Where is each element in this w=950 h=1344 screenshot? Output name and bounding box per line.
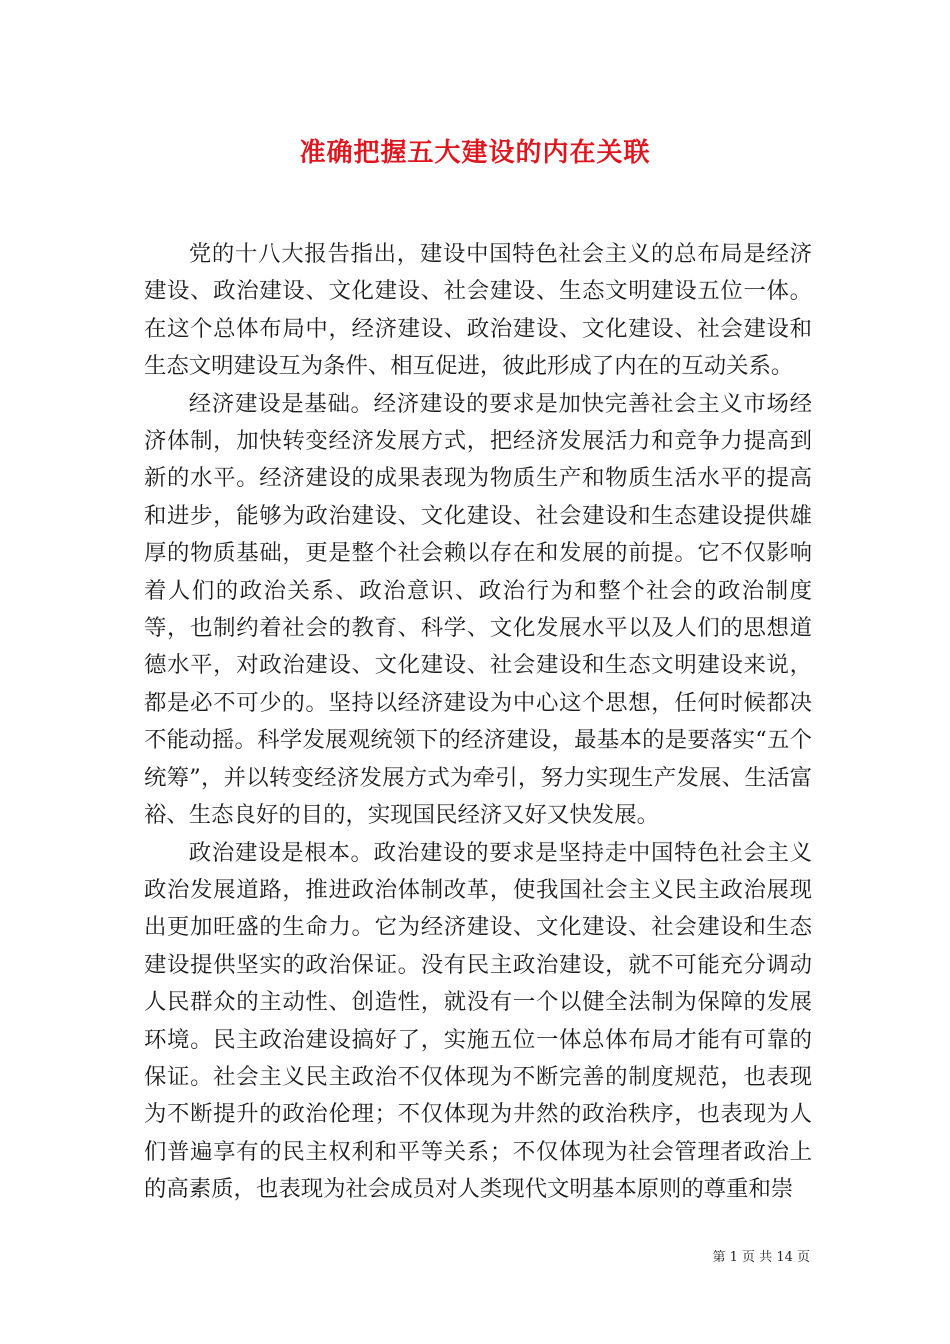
page-number-footer: 第 1 页 共 14 页: [712, 1250, 810, 1265]
document-title: 准确把握五大建设的内在关联: [299, 138, 651, 168]
paragraph-economic: 经济建设是基础。经济建设的要求是加快完善社会主义市场经济体制，加快转变经济发展方式，把经济发展活力和竞争力提高到新的水平。经济建设的成果表现为物质生产和物质生活水平的提高和进步，能够为政治建设、文化建设、社会建设和生态建设提供雄厚的物质基础，更是整个社会赖以存在和发展的前提。它不仅影响着人们的政治关系、政治意识、政治行为和整个社会的政治制度等，也制约着社会的教育、科学、文化发展水平以及人们的思想道德水平，对政治建设、文化建设、社会建设和生态文明建设来说，都是必不可少的。坚持以经济建设为中心这个思想，任何时候都决不能动摇。科学发展观统领下的经济建设，最基本的是要落实“五个统筹”，并以转变经济发展方式为牵引，努力实现生产发展、生活富裕、生态良好的目的，实现国民经济又好又快发展。: [144, 390, 812, 829]
paragraph-political: 政治建设是根本。政治建设的要求是坚持走中国特色社会主义政治发展道路，推进政治体制改革，使我国社会主义民主政治展现出更加旺盛的生命力。它为经济建设、文化建设、社会建设和生态建设提供坚实的政治保证。没有民主政治建设，就不可能充分调动人民群众的主动性、创造性，就没有一个以健全法制为保障的发展环境。民主政治建设搞好了，实施五位一体总体布局才能有可靠的保证。社会主义民主政治不仅体现为不断完善的制度规范，也表现为不断提升的政治伦理；不仅体现为井然的政治秩序，也表现为人们普遍享有的民主权利和平等关系；不仅体现为社会管理者政治上的高素质，也表现为社会成员对人类现代文明基本原则的尊重和崇: [144, 839, 812, 1203]
paragraph-intro: 党的十八大报告指出，建设中国特色社会主义的总布局是经济建设、政治建设、文化建设、社会建设、生态文明建设五位一体。在这个总体布局中，经济建设、政治建设、文化建设、社会建设和生态文明建设互为条件、相互促进，彼此形成了内在的互动关系。: [144, 241, 812, 380]
document-body: [144, 236, 812, 1209]
